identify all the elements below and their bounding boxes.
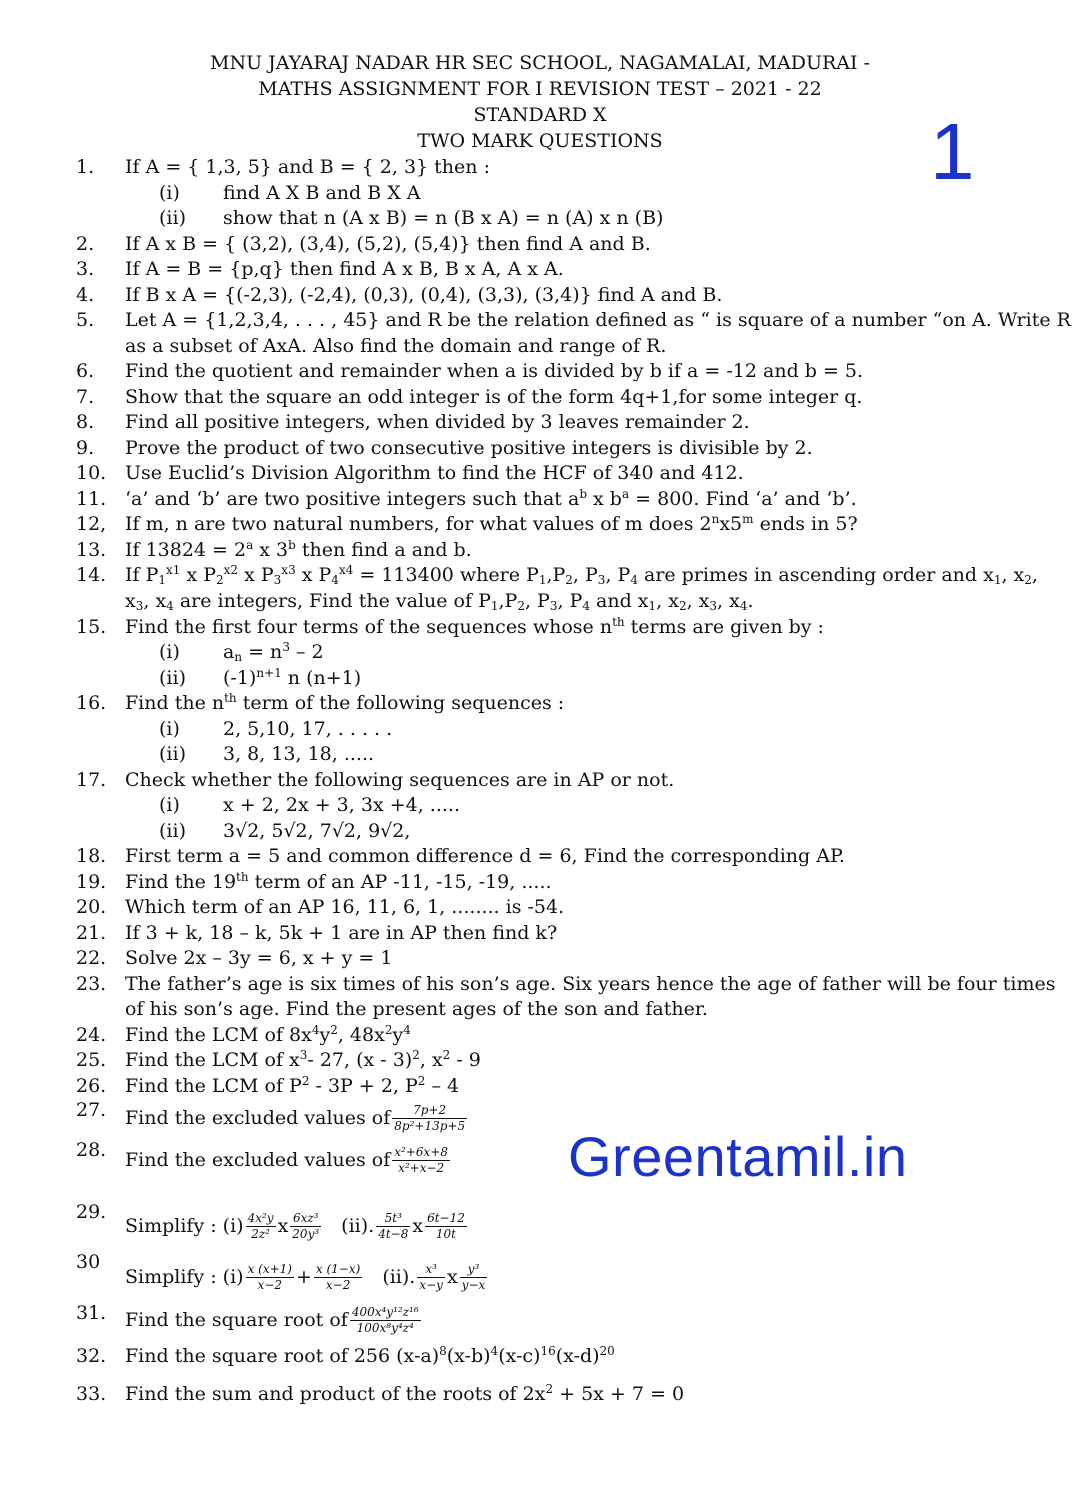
text-part: Find the square root of 256 (x-a) <box>125 1345 440 1367</box>
question-16 <box>0 690 1080 716</box>
sub-label: (ii) <box>159 743 186 765</box>
question-text <box>125 537 472 563</box>
superscript: 4 <box>403 1023 411 1037</box>
question-3 <box>0 256 1080 282</box>
text-part: term of an AP -11, -15, -19, ..... <box>248 871 552 893</box>
text-part: x P <box>238 564 274 586</box>
question-text: The father’s age is six times of his son’s age. Six years hence the age of father will be four times <box>125 973 1056 995</box>
fraction <box>246 1262 294 1293</box>
fraction <box>392 1145 450 1176</box>
question-text: Use Euclid’s Division Algorithm to find the HCF of 340 and 412. <box>125 462 744 484</box>
text-part: Find the sum and product of the roots of 2x <box>125 1383 546 1405</box>
question-29-body <box>125 1206 469 1246</box>
denominator: x−2 <box>257 1277 283 1292</box>
denominator: x²+x−2 <box>398 1160 445 1175</box>
question-number: 14. <box>76 564 107 586</box>
text-part: , x <box>419 1049 443 1071</box>
question-32 <box>0 1343 1080 1369</box>
question-27-body <box>125 1098 469 1138</box>
denominator: y−x <box>461 1277 486 1292</box>
fraction <box>425 1211 467 1242</box>
question-text <box>125 1022 411 1048</box>
text-part: x 3 <box>253 539 289 561</box>
text-part: (x-d) <box>555 1345 600 1367</box>
superscript: th <box>612 615 625 629</box>
question-text: Solve 2x – 3y = 6, x + y = 1 <box>125 947 393 969</box>
question-26 <box>0 1073 1080 1099</box>
question-9 <box>0 435 1080 461</box>
superscript: 2 <box>301 1074 310 1088</box>
text-part: n (n+1) <box>281 667 362 689</box>
text-part: x5 <box>719 513 743 535</box>
sub-question-1-ii <box>0 205 1080 231</box>
question-number: 30 <box>76 1251 101 1273</box>
sub-text <box>223 665 361 691</box>
question-text: (ii). <box>382 1266 416 1288</box>
text-part: If m, n are two natural numbers, for what values of m does 2 <box>125 513 712 535</box>
question-number: 15. <box>76 616 107 638</box>
question-23-cont <box>0 996 1080 1022</box>
sub-label: (ii) <box>159 207 186 229</box>
text-part: terms are given by : <box>624 616 824 638</box>
question-text: Simplify : (i) <box>125 1266 244 1288</box>
text-part: If P <box>125 564 159 586</box>
question-31-body <box>125 1300 423 1340</box>
text-part: , P <box>557 590 583 612</box>
sub-text: 3√2, 5√2, 7√2, 9√2, <box>223 820 411 842</box>
question-14-cont <box>0 588 1080 614</box>
question-18 <box>0 843 1080 869</box>
question-8 <box>0 409 1080 435</box>
fraction <box>314 1262 362 1293</box>
text-part: , x <box>1001 564 1025 586</box>
text-part: , x <box>717 590 740 612</box>
subscript: 2 <box>565 573 573 587</box>
subscript: 4 <box>739 599 748 613</box>
subscript: 3 <box>135 599 144 613</box>
subscript: 1 <box>158 573 167 587</box>
numerator: x (x+1) <box>247 1261 292 1276</box>
text-part: then find a and b. <box>295 539 472 561</box>
question-10 <box>0 460 1080 486</box>
question-number: 10. <box>76 462 107 484</box>
text-part: , P <box>524 590 550 612</box>
question-number: 13. <box>76 539 107 561</box>
numerator: 6xz³ <box>290 1211 321 1227</box>
superscript: x2 <box>223 563 239 577</box>
superscript: 8 <box>439 1344 447 1358</box>
sub-question-17-i <box>0 792 1080 818</box>
sub-text: 2, 5,10, 17, . . . . . <box>223 718 393 740</box>
assignment-title: MATHS ASSIGNMENT FOR I REVISION TEST – 2021 - 22 <box>258 78 822 100</box>
question-1 <box>0 154 1080 180</box>
subscript: 4 <box>166 599 174 613</box>
superscript: b <box>288 538 296 552</box>
numerator: 400x⁴y¹²z¹⁶ <box>351 1304 419 1319</box>
question-text: Which term of an AP 16, 11, 6, 1, ........ is -54. <box>125 896 565 918</box>
question-text: First term a = 5 and common difference d = 6, Find the corresponding AP. <box>125 845 845 867</box>
question-text <box>125 1381 684 1407</box>
fraction <box>392 1103 467 1134</box>
question-text <box>125 1073 459 1099</box>
text-part: Find the LCM of P <box>125 1075 302 1097</box>
times-sign: x <box>446 1266 458 1288</box>
text-part: Find the 19 <box>125 871 237 893</box>
text-part: – 4 <box>425 1075 460 1097</box>
sub-label: (i) <box>159 794 180 816</box>
text-part: Find the first four terms of the sequences whose n <box>125 616 613 638</box>
denominator: 4t−8 <box>378 1226 409 1241</box>
sub-text: find A X B and B X A <box>223 182 421 204</box>
superscript: 2 <box>384 1023 393 1037</box>
text-part: (x-b) <box>446 1345 491 1367</box>
sub-label: (i) <box>159 182 180 204</box>
question-text: If A x B = { (3,2), (3,4), (5,2), (5,4)} then find A and B. <box>125 233 651 255</box>
question-text: Find all positive integers, when divided by 3 leaves remainder 2. <box>125 411 750 433</box>
superscript: b <box>579 487 587 501</box>
sub-label: (i) <box>159 641 180 663</box>
text-part: x <box>125 590 136 612</box>
question-text: If 3 + k, 18 – k, 5k + 1 are in AP then find k? <box>125 922 558 944</box>
section-title: TWO MARK QUESTIONS <box>417 130 663 152</box>
denominator: 10t <box>435 1226 456 1241</box>
subscript: 1 <box>490 599 499 613</box>
question-number: 32. <box>76 1345 107 1367</box>
superscript: a <box>246 538 254 552</box>
question-13 <box>0 537 1080 563</box>
numerator: x (1−x) <box>315 1261 361 1276</box>
subscript: 2 <box>216 573 224 587</box>
superscript: th <box>224 691 237 705</box>
sub-label: (ii) <box>159 820 186 842</box>
superscript: n <box>711 512 720 526</box>
text-part: x b <box>587 488 622 510</box>
question-text <box>125 614 824 640</box>
question-text <box>125 511 858 537</box>
text-part: x P <box>295 564 332 586</box>
question-text: Check whether the following sequences are in AP or not. <box>125 769 675 791</box>
subscript: 2 <box>678 599 687 613</box>
text-part: are integers, Find the value of P <box>173 590 491 612</box>
times-sign: x <box>412 1215 424 1237</box>
question-number: 4. <box>76 284 95 306</box>
question-number: 17. <box>76 769 107 791</box>
question-text: Find the quotient and remainder when a is divided by b if a = -12 and b = 5. <box>125 360 864 382</box>
question-text <box>125 562 1038 588</box>
page-number: 1 <box>930 107 975 196</box>
question-number: 21. <box>76 922 107 944</box>
question-text <box>125 690 564 716</box>
question-15 <box>0 614 1080 640</box>
question-text: Show that the square an odd integer is of the form 4q+1,for some integer q. <box>125 386 863 408</box>
standard-label: STANDARD X <box>473 104 607 126</box>
question-4 <box>0 282 1080 308</box>
sub-text: show that n (A x B) = n (B x A) = n (A) x n (B) <box>223 207 664 229</box>
text-part: ‘a’ and ‘b’ are two positive integers such that a <box>125 488 580 510</box>
question-30-body <box>125 1257 489 1297</box>
question-text <box>125 1343 615 1369</box>
sub-label: (ii) <box>159 667 186 689</box>
text-part: If 13824 = 2 <box>125 539 247 561</box>
text-part: , 48x <box>337 1024 385 1046</box>
text-part: ends in 5? <box>753 513 858 535</box>
document-header <box>0 50 1080 154</box>
text-part: , P <box>605 564 631 586</box>
question-23 <box>0 971 1080 997</box>
question-number: 22. <box>76 947 107 969</box>
question-number: 16. <box>76 692 107 714</box>
subscript: 2 <box>517 599 525 613</box>
question-number: 8. <box>76 411 95 433</box>
subscript: 4 <box>630 573 638 587</box>
question-25 <box>0 1047 1080 1073</box>
sub-question-16-i <box>0 716 1080 742</box>
superscript: x1 <box>166 563 181 577</box>
superscript: a <box>621 487 630 501</box>
question-2 <box>0 231 1080 257</box>
question-text: If A = { 1,3, 5} and B = { 2, 3} then : <box>125 156 490 178</box>
superscript: m <box>742 512 754 526</box>
subscript: 1 <box>993 573 1002 587</box>
question-6 <box>0 358 1080 384</box>
question-number: 23. <box>76 973 107 995</box>
superscript: x3 <box>281 563 296 577</box>
subscript: 2 <box>1024 573 1032 587</box>
denominator: 20y³ <box>292 1226 320 1241</box>
question-text: Find the excluded values of <box>125 1149 391 1171</box>
text-part: Find the LCM of 8x <box>125 1024 312 1046</box>
question-20 <box>0 894 1080 920</box>
text-part: (x-c) <box>498 1345 541 1367</box>
text-part: - 3P + 2, P <box>309 1075 418 1097</box>
superscript: 2 <box>442 1048 451 1062</box>
denominator: x−y <box>419 1277 443 1292</box>
text-part: , x <box>656 590 679 612</box>
question-number: 27. <box>76 1099 107 1121</box>
sub-question-15-i <box>0 639 1080 665</box>
question-22 <box>0 945 1080 971</box>
text-part: . <box>747 590 754 612</box>
text-part: = 113400 where P <box>353 564 539 586</box>
text-part: a <box>223 641 235 663</box>
text-part: ,P <box>546 564 566 586</box>
text-part: Find the n <box>125 692 225 714</box>
text-part: , x <box>686 590 710 612</box>
subscript: n <box>234 650 243 664</box>
superscript: 2 <box>330 1023 338 1037</box>
question-number: 5. <box>76 309 95 331</box>
question-text <box>125 869 552 895</box>
subscript: 3 <box>273 573 282 587</box>
question-number: 26. <box>76 1075 107 1097</box>
sub-text <box>223 639 324 665</box>
text-part: ,P <box>498 590 518 612</box>
plus-sign: + <box>295 1266 312 1288</box>
subscript: 4 <box>582 599 590 613</box>
question-number: 33. <box>76 1383 107 1405</box>
text-part: and x <box>590 590 649 612</box>
numerator: 4x²y <box>247 1210 274 1225</box>
subscript: 1 <box>538 573 547 587</box>
sub-question-15-ii <box>0 665 1080 691</box>
question-text <box>125 1047 481 1073</box>
superscript: 3 <box>282 640 290 654</box>
question-number: 20. <box>76 896 107 918</box>
question-17 <box>0 767 1080 793</box>
question-text: Let A = {1,2,3,4, . . . , 45} and R be the relation defined as “ is square of a number “on A. Write R <box>125 309 1071 331</box>
superscript: 16 <box>540 1344 556 1358</box>
superscript: 2 <box>412 1048 420 1062</box>
question-text <box>125 588 754 614</box>
question-text: If B x A = {(-2,3), (-2,4), (0,3), (0,4), (3,3), (3,4)} find A and B. <box>125 284 723 306</box>
text-part: - 9 <box>450 1049 481 1071</box>
superscript: 3 <box>299 1048 308 1062</box>
text-part: , <box>1031 564 1038 586</box>
fraction <box>350 1305 421 1336</box>
question-21 <box>0 920 1080 946</box>
question-number: 6. <box>76 360 95 382</box>
question-number: 25. <box>76 1049 107 1071</box>
numerator: 5t³ <box>376 1211 410 1227</box>
question-number: 3. <box>76 258 95 280</box>
sub-question-1-i <box>0 180 1080 206</box>
question-text: Find the square root of <box>125 1309 348 1331</box>
text-part: - 27, (x - 3) <box>307 1049 413 1071</box>
text-part: are primes in ascending order and x <box>637 564 994 586</box>
question-text <box>125 486 857 512</box>
text-part: , P <box>572 564 598 586</box>
question-number: 31. <box>76 1302 107 1324</box>
question-number: 11. <box>76 488 107 510</box>
question-11 <box>0 486 1080 512</box>
school-name: MNU JAYARAJ NADAR HR SEC SCHOOL, NAGAMALAI, MADURAI - <box>210 52 870 74</box>
question-number: 9. <box>76 437 95 459</box>
sub-question-16-ii <box>0 741 1080 767</box>
question-number: 7. <box>76 386 95 408</box>
fraction <box>417 1262 445 1293</box>
superscript: 2 <box>417 1074 426 1088</box>
superscript: th <box>236 870 249 884</box>
denominator: 100x⁸y⁴z⁴ <box>356 1320 414 1335</box>
fraction <box>460 1262 488 1293</box>
question-number: 29. <box>76 1201 107 1223</box>
denominator: x−2 <box>325 1277 351 1292</box>
sub-text: x + 2, 2x + 3, 3x +4, ..... <box>223 794 460 816</box>
question-number: 28. <box>76 1139 107 1161</box>
question-number: 2. <box>76 233 95 255</box>
text-part: = n <box>242 641 283 663</box>
question-text: Simplify : (i) <box>125 1215 244 1237</box>
question-24 <box>0 1022 1080 1048</box>
superscript: 4 <box>490 1344 499 1358</box>
text-part: – 2 <box>289 641 324 663</box>
question-28-body <box>125 1140 452 1180</box>
question-text: Prove the product of two consecutive positive integers is divisible by 2. <box>125 437 813 459</box>
subscript: 3 <box>597 573 606 587</box>
fraction <box>246 1211 276 1242</box>
question-number: 24. <box>76 1024 107 1046</box>
numerator: 6t−12 <box>427 1210 465 1225</box>
numerator: x³ <box>417 1262 445 1278</box>
question-5 <box>0 307 1080 333</box>
numerator: x²+6x+8 <box>394 1144 448 1159</box>
question-text: of his son’s age. Find the present ages of the son and father. <box>125 998 708 1020</box>
question-text: (ii). <box>341 1215 375 1237</box>
question-19 <box>0 869 1080 895</box>
fraction <box>376 1211 410 1242</box>
text-part: = 800. Find ‘a’ and ‘b’. <box>629 488 857 510</box>
question-number: 1. <box>76 156 95 178</box>
question-number: 12, <box>76 513 107 535</box>
times-sign: x <box>277 1215 289 1237</box>
superscript: 20 <box>599 1344 615 1358</box>
sub-label: (i) <box>159 718 180 740</box>
text-part: y <box>319 1024 331 1046</box>
watermark-logo: Greentamil.in <box>568 1125 908 1188</box>
question-12 <box>0 511 1080 537</box>
text-part: y <box>392 1024 404 1046</box>
superscript: x4 <box>338 563 354 577</box>
question-number: 18. <box>76 845 107 867</box>
question-7 <box>0 384 1080 410</box>
subscript: 3 <box>549 599 558 613</box>
question-text: Find the excluded values of <box>125 1107 391 1129</box>
question-text: If A = B = {p,q} then find A x B, B x A, A x A. <box>125 258 564 280</box>
numerator: 7p+2 <box>392 1103 467 1119</box>
denominator: 2z² <box>251 1226 270 1241</box>
text-part: , x <box>143 590 167 612</box>
sub-text: 3, 8, 13, 18, ..... <box>223 743 375 765</box>
question-number: 19. <box>76 871 107 893</box>
numerator: y³ <box>460 1262 488 1278</box>
text-part: term of the following sequences : <box>236 692 565 714</box>
text-part: + 5x + 7 = 0 <box>553 1383 685 1405</box>
subscript: 3 <box>709 599 718 613</box>
sub-question-17-ii <box>0 818 1080 844</box>
denominator: 8p²+13p+5 <box>394 1118 466 1133</box>
text-part: (-1) <box>223 667 257 689</box>
fraction <box>290 1211 321 1242</box>
text-part: Find the LCM of x <box>125 1049 300 1071</box>
question-5-cont <box>0 333 1080 359</box>
text-part: x P <box>180 564 217 586</box>
subscript: 1 <box>648 599 657 613</box>
question-text: as a subset of AxA. Also find the domain and range of R. <box>125 335 667 357</box>
superscript: 2 <box>545 1382 554 1396</box>
superscript: n+1 <box>256 666 282 680</box>
superscript: 4 <box>311 1023 320 1037</box>
subscript: 4 <box>331 573 339 587</box>
question-14 <box>0 562 1080 588</box>
question-33 <box>0 1381 1080 1407</box>
